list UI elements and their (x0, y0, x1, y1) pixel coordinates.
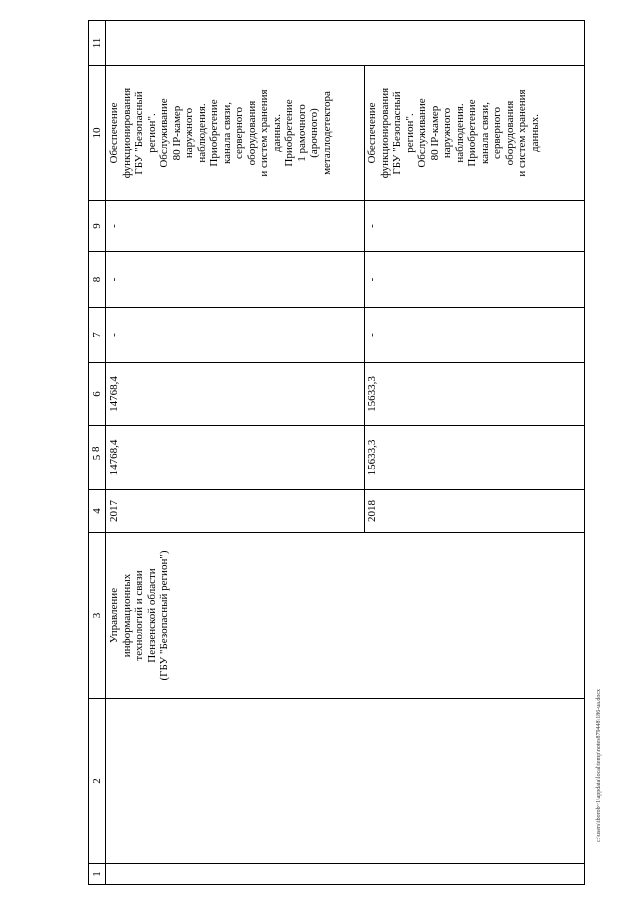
value-col7-2018: - (366, 333, 378, 337)
header-col-8: 8 (88, 251, 106, 308)
description-2017: Обеспечение функционирования ГБУ "Безопасный регион". Обслуживание 80 IP-камер наружного наблюдения. Приобретение канала связи, серверного оборудования и систем хранения данных. Приобретение 1 рамочного (арочного) металлодетектора (108, 87, 333, 179)
header-col-3: 3 (88, 532, 106, 699)
value-col9-2017: - (108, 224, 120, 228)
amount-total-2018: 15633,3 (366, 439, 378, 476)
cell-col-8 (105, 251, 585, 308)
footer-file-path: c:\users\iborob~1\appdata\local\temp\notes879448\186-ua.docx (596, 688, 602, 842)
column-9 (88, 200, 585, 252)
column-10 (88, 65, 585, 201)
header-col-10: 10 (88, 65, 106, 201)
cell-col-10 (105, 65, 585, 201)
data-table (88, 20, 585, 885)
header-col-5: 5 (88, 425, 106, 490)
cell-col-2 (105, 698, 585, 864)
cell-col-4 (105, 489, 585, 533)
column-1 (88, 863, 585, 885)
responsible-organization: Управление информационных технологий и связи Пензенской области (ГБУ "Безопасный регион") (108, 550, 170, 681)
column-6 (88, 362, 585, 426)
value-col9-2018: - (366, 224, 378, 228)
header-col-4: 4 (88, 489, 106, 533)
page-number: 8 (90, 446, 102, 452)
amount-total-2017: 14768,4 (108, 439, 120, 476)
cell-col-9 (105, 200, 585, 252)
column-5 (88, 425, 585, 490)
column-7 (88, 307, 585, 363)
amount-regional-2017: 14768,4 (108, 376, 120, 412)
header-col-2: 2 (88, 698, 106, 864)
column-8 (88, 251, 585, 308)
cell-col-7 (105, 307, 585, 363)
header-col-1: 1 (88, 863, 106, 885)
year-2018: 2018 (366, 500, 378, 522)
column-11 (88, 20, 585, 66)
header-col-6: 6 (88, 362, 106, 426)
header-col-7: 7 (88, 307, 106, 363)
value-col8-2017: - (108, 277, 120, 282)
column-4 (88, 489, 585, 533)
value-col7-2017: - (108, 333, 120, 337)
year-2017: 2017 (108, 500, 120, 522)
cell-col-6 (105, 362, 585, 426)
amount-regional-2018: 15633,3 (366, 376, 378, 412)
cell-col-5 (105, 425, 585, 490)
header-col-11: 11 (88, 20, 106, 66)
value-col8-2018: - (366, 277, 378, 282)
description-2018: Обеспечение функционирования ГБУ "Безопасный регион". Обслуживание 80 IP-камер наружного наблюдения. Приобретение канала связи, серверного оборудования и систем хранения данных. (366, 87, 541, 179)
header-col-9: 9 (88, 200, 106, 252)
cell-col-11 (105, 20, 585, 66)
cell-col-1 (105, 863, 585, 885)
cell-col-3 (105, 532, 585, 699)
column-2 (88, 698, 585, 864)
column-3 (88, 532, 585, 699)
